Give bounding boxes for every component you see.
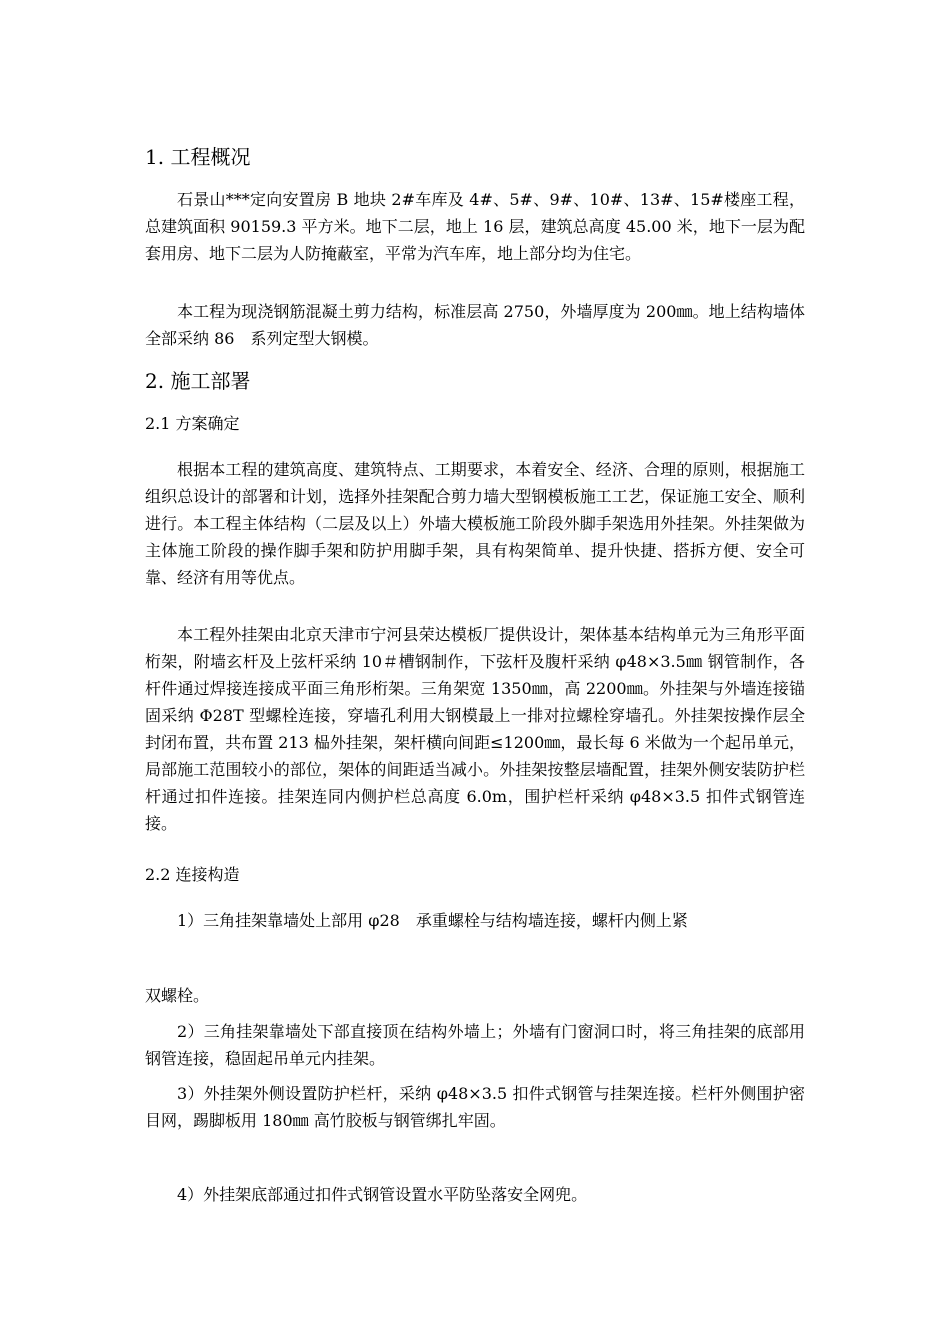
construction-item-1-line-2: 双螺栓。 [145, 986, 210, 1005]
subsection-2-1-paragraph-1: 根据本工程的建筑高度、建筑特点、工期要求，本着安全、经济、合理的原则，根据施工组织总设计的部署和计划，选择外挂架配合剪力墙大型钢模板施工工艺，保证施工安全、顺利进行。本工程主体结构（二层及以上）外墙大模板施工阶段外脚手架选用外挂架。外挂架做为主体施工阶段的操作脚手架和防护用脚手架，具有构架简单、提升快捷、搭拆方便、安全可靠、经济有用等优点。 [145, 460, 805, 587]
section1-heading: 1. 工程概况 [145, 145, 251, 169]
section2-heading: 2. 施工部署 [145, 369, 251, 393]
subsection-2-1-paragraph-2: 本工程外挂架由北京天津市宁河县荣达模板厂提供设计，架体基本结构单元为三角形平面桁架，附墙玄杆及上弦杆采纳 10＃槽钢制作，下弦杆及腹杆采纳 φ48×3.5㎜ 钢管制作，各杆件通过焊接连接成平面三角形桁架。三角架宽 1350㎜，高 2200㎜。外挂架与外墙连接锚固采纳 Φ28T 型螺栓连接，穿墙孔利用大钢模最上一排对拉螺栓穿墙孔。外挂架按操作层全封闭布置，共布置 213 榀外挂架，架杆横向间距≤1200㎜，最长每 6 米做为一个起吊单元，局部施工范围较小的部位，架体的间距适当减小。外挂架按整层墙配置，挂架外侧安装防护栏杆通过扣件连接。挂架连同内侧护栏总高度 6.0m，围护栏杆采纳 φ48×3.5 扣件式钢管连接。 [145, 625, 805, 833]
construction-item-2: 2）三角挂架靠墙处下部直接顶在结构外墙上；外墙有门窗洞口时，将三角挂架的底部用钢管连接，稳固起吊单元内挂架。 [145, 1022, 805, 1068]
subsection-2-2-title: 2.2 连接构造 [145, 865, 240, 884]
construction-item-1-line-1: 1）三角挂架靠墙处上部用 φ28 承重螺栓与结构墙连接，螺杆内侧上紧 [177, 911, 688, 930]
construction-item-3: 3）外挂架外侧设置防护栏杆，采纳 φ48×3.5 扣件式钢管与挂架连接。栏杆外侧围护密目网，踢脚板用 180㎜ 高竹胶板与钢管绑扎牢固。 [145, 1084, 805, 1130]
section1-paragraph-1: 石景山***定向安置房 B 地块 2#车库及 4#、5#、9#、10#、13#、15#楼座工程，总建筑面积 90159.3 平方米。地下二层，地上 16 层，建筑总高度 45.00 米，地下一层为配套用房、地下二层为人防掩蔽室，平常为汽车库，地上部分均为住宅。 [145, 190, 805, 263]
construction-item-4: 4）外挂架底部通过扣件式钢管设置水平防坠落安全网兜。 [177, 1185, 588, 1204]
subsection-2-1-title: 2.1 方案确定 [145, 414, 240, 433]
section1-paragraph-2: 本工程为现浇钢筋混凝土剪力结构，标准层高 2750，外墙厚度为 200㎜。地上结构墙体全部采纳 86 系列定型大钢模。 [145, 302, 805, 348]
